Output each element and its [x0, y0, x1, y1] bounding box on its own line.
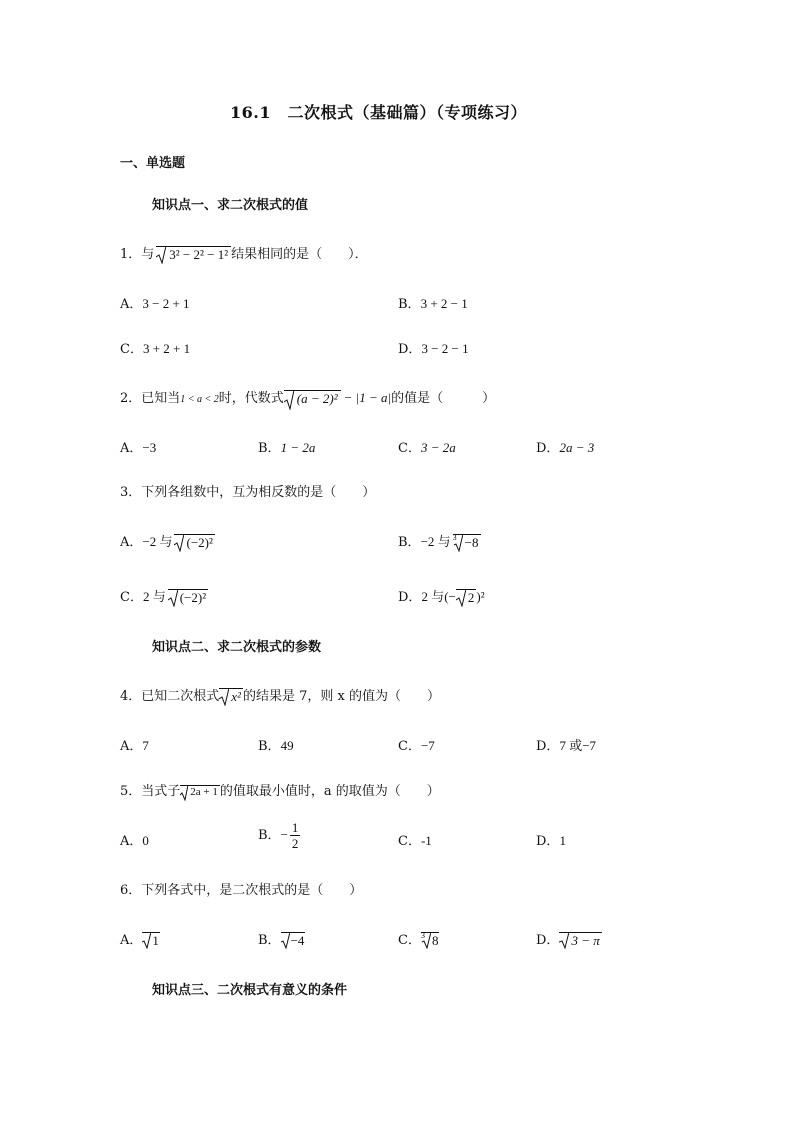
section-heading: 一、单选题	[120, 156, 186, 171]
fraction	[290, 820, 301, 851]
option-b[interactable]	[398, 531, 481, 551]
option-label: C．	[398, 441, 421, 456]
option-label: B．	[258, 739, 281, 754]
option-value: 3 + 2 − 1	[420, 296, 468, 311]
radicand: 2a + 1	[190, 786, 218, 798]
option-label: A．	[120, 739, 143, 754]
radicand: −4	[290, 933, 305, 948]
option-label: A．	[120, 297, 143, 312]
question-1	[120, 243, 368, 263]
option-value: 3 − 2 − 1	[421, 341, 469, 356]
question-4	[120, 685, 440, 705]
question-3: 3．下列各组数中，互为相反数的是（ ）	[120, 485, 376, 500]
radicand: −8	[464, 535, 479, 550]
option-value: 3 + 2 + 1	[142, 341, 191, 356]
option-value: 3 − 2 + 1	[142, 296, 190, 311]
option-c[interactable]	[398, 830, 432, 849]
option-value: 2a − 3	[559, 440, 595, 455]
knowledge-point-2: 知识点二、求二次根式的参数	[152, 640, 322, 655]
option-value: −3	[142, 440, 157, 455]
option-b[interactable]	[258, 735, 294, 754]
option-a[interactable]	[120, 531, 215, 551]
option-label: C．	[398, 739, 421, 754]
option-label: B．	[398, 297, 421, 312]
radicand: (a − 2)²	[296, 391, 338, 406]
question-text: 结果相同的是（ ）．	[231, 247, 368, 262]
option-value: 0	[142, 833, 149, 848]
radicand: 8	[431, 933, 439, 948]
option-a[interactable]	[120, 830, 149, 849]
option-value: −2 与	[142, 534, 173, 549]
option-value: 3 − 2a	[420, 440, 456, 455]
question-text: 4．已知二次根式	[120, 689, 220, 704]
radicand: (−2)²	[186, 535, 213, 550]
knowledge-point-3: 知识点三、二次根式有意义的条件	[152, 983, 348, 998]
option-a[interactable]	[120, 293, 190, 312]
absolute-term: − |1 − a|	[343, 390, 392, 405]
option-label: B．	[398, 535, 421, 550]
condition: 1 < a < 2	[180, 394, 219, 405]
page-title: 16.1 二次根式（基础篇）（专项练习）	[230, 103, 527, 122]
radical	[453, 534, 481, 551]
option-label: D．	[398, 590, 422, 605]
option-value: )²	[476, 589, 485, 604]
radicand: 3² − 2² − 1²	[169, 247, 229, 262]
radicand: 1	[152, 933, 159, 948]
option-value: −2 与	[420, 534, 451, 549]
radicand: (−2)²	[179, 590, 207, 605]
question-text: 2．已知当	[120, 391, 181, 406]
option-d[interactable]	[536, 929, 602, 949]
radical	[174, 534, 214, 551]
radical	[421, 932, 440, 949]
option-c[interactable]	[398, 437, 456, 456]
option-value: 7	[142, 738, 149, 753]
option-label: C．	[398, 834, 421, 849]
question-text: 1．与	[120, 247, 155, 262]
option-label: D．	[536, 834, 560, 849]
radical	[142, 932, 160, 949]
question-text: 5．当式子	[120, 784, 181, 799]
option-label: D．	[536, 933, 560, 948]
numerator: 1	[291, 820, 299, 835]
option-value: −7	[420, 738, 435, 753]
option-d[interactable]	[398, 338, 469, 357]
option-value: 2 与(−	[421, 589, 456, 604]
option-label: C．	[120, 590, 143, 605]
option-value: 1	[559, 833, 566, 848]
root-index: 3	[452, 533, 457, 542]
option-c[interactable]	[398, 735, 435, 754]
option-c[interactable]	[120, 586, 208, 606]
root-index: 3	[420, 931, 425, 940]
option-label: A．	[120, 834, 143, 849]
option-label: D．	[398, 342, 422, 357]
question-text: 的结果是 7，则 x 的值为（ ）	[242, 689, 440, 704]
option-label: C．	[120, 342, 143, 357]
option-label: D．	[536, 441, 560, 456]
option-value: −	[280, 827, 288, 842]
question-text: 时，代数式	[218, 391, 284, 406]
radical	[156, 246, 231, 263]
option-label: C．	[398, 933, 421, 948]
option-d[interactable]	[536, 735, 596, 754]
radical	[219, 688, 243, 705]
option-d[interactable]	[398, 586, 485, 606]
option-value: 49	[280, 738, 294, 753]
option-value: 2 与	[142, 589, 166, 604]
option-label: D．	[536, 739, 560, 754]
option-label: A．	[120, 441, 143, 456]
option-a[interactable]	[120, 929, 160, 949]
option-label: B．	[258, 828, 281, 843]
option-d[interactable]	[536, 437, 594, 456]
option-label: B．	[258, 933, 281, 948]
option-label: B．	[258, 441, 281, 456]
question-6: 6．下列各式中，是二次根式的是（ ）	[120, 883, 363, 898]
option-a[interactable]	[120, 437, 156, 456]
option-label: A．	[120, 535, 143, 550]
option-c[interactable]	[398, 929, 439, 949]
option-d[interactable]	[536, 830, 566, 849]
option-value: -1	[420, 833, 432, 848]
radical	[284, 390, 341, 407]
radicand: 3 − π	[571, 933, 600, 948]
option-label: A．	[120, 933, 143, 948]
question-text: 的值是（ ）	[391, 391, 496, 406]
question-text: 的值取最小值时，a 的取值为（ ）	[219, 784, 440, 799]
question-5	[120, 780, 440, 799]
option-b[interactable]	[258, 437, 315, 456]
option-b[interactable]	[258, 820, 300, 851]
option-c[interactable]	[120, 338, 190, 357]
option-value: 7 或−7	[559, 738, 597, 753]
option-a[interactable]	[120, 735, 149, 754]
radicand: 2	[467, 590, 475, 605]
option-value: 1 − 2a	[280, 440, 316, 455]
radical	[456, 589, 477, 606]
radical	[180, 785, 220, 798]
option-b[interactable]	[398, 293, 468, 312]
radical	[168, 589, 208, 606]
radical	[559, 932, 601, 949]
denominator: 2	[291, 836, 299, 851]
radicand: x²	[231, 689, 241, 704]
radical	[281, 932, 306, 949]
knowledge-point-1: 知识点一、求二次根式的值	[152, 198, 309, 213]
option-b[interactable]	[258, 929, 305, 949]
question-2	[120, 387, 495, 407]
